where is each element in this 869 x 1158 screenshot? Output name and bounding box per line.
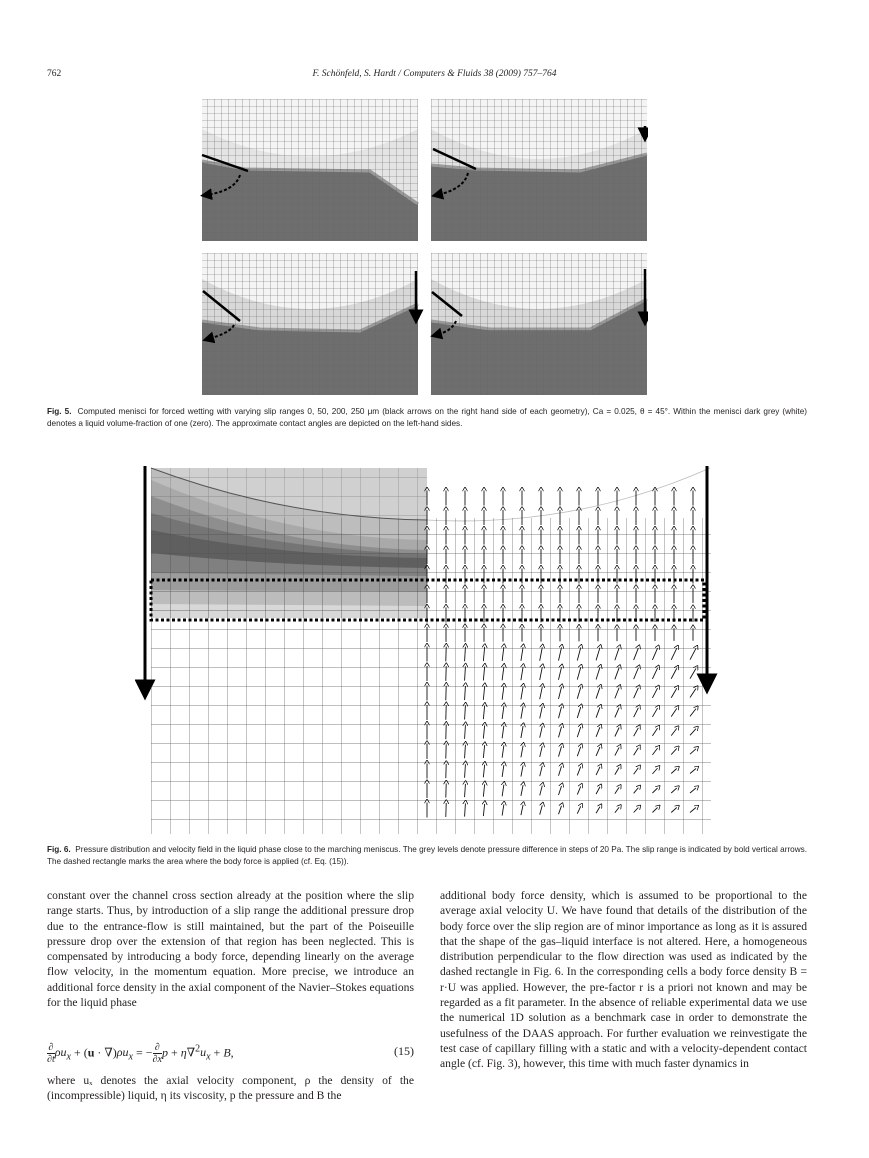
fig5-panel-2	[431, 99, 647, 241]
figure-6-label: Fig. 6.	[47, 845, 71, 854]
page-number: 762	[47, 69, 62, 79]
figure-6-field	[135, 458, 720, 834]
figure-5-label: Fig. 5.	[47, 407, 72, 416]
figure-6-caption	[47, 844, 807, 867]
figure-5-caption	[47, 406, 807, 429]
equation-15-body: $\frac{\partial}{\partial t}$ $\rho u_x + (u \cdot \nabla)\rho u_x$ = − $\frac{\partial}{\partial x}$ $p + \eta\nabla^2u_x + B$,	[47, 1042, 234, 1065]
right-column	[440, 888, 807, 1072]
equation-15	[47, 1038, 414, 1068]
running-head: F. Schönfeld, S. Hardt / Computers & Fluids 38 (2009) 757–764	[312, 69, 557, 79]
fig5-panel-3	[202, 253, 418, 395]
left-column-continued	[47, 1073, 414, 1104]
fig5-panel-1	[202, 99, 418, 241]
figure-5-caption-text: Computed menisci for forced wetting with varying slip ranges 0, 50, 200, 250 μm (black arrows on the right hand side of each geometry), Ca = 0.025, θ = 45°. Within the menisci dark grey (white) denotes a liquid volume-fraction of one (zero). The approximate contact angles are depicted on the left-hand sides.	[47, 407, 807, 428]
left-paragraph-1: constant over the channel cross section already at the position where the slip range starts. Thus, by introduction of a slip range the additional pressure drop due to the entrance-flow is still maintained, but the part of the Poiseuille pressure drop over the extension of that region has been neglected. This is compensated by introducing a body force, depending linearly on the average flow velocity, in the momentum equation. More precise, we introduce an additional force density in the axial component of the Navier–Stokes equations for the liquid phase	[47, 889, 414, 1010]
fig5-panel-4	[431, 253, 647, 395]
left-column	[47, 888, 414, 1010]
figure-6-caption-text: Pressure distribution and velocity field in the liquid phase close to the marching meniscus. The grey levels denote pressure difference in steps of 20 Pa. The slip range is indicated by bold vertical arrows. The dashed rectangle marks the area where the body force is applied (cf. Eq. (15)).	[47, 845, 808, 866]
left-paragraph-2: where uₓ denotes the axial velocity component, ρ the density of the (incompressible) liquid, η its viscosity, p the pressure and B the	[47, 1074, 414, 1103]
right-paragraph: additional body force density, which is assumed to be proportional to the average axial velocity U. We have found that details of the distribution of the body force over the slip region are of minor importance as long as it is assured that the shape of the gas–liquid interface is not altered. Here, a homogeneous distribution perpendicular to the flow direction was used as indicated by the dashed rectangle in Fig. 6. In the corresponding cells a body force density B = r·U was applied. However, the pre-factor r is a priori not known and may be regarded as a fit parameter. In the absence of reliable experimental data we use the numerical 1D solution as a benchmark case in order to demonstrate the usefulness of the DAAS approach. For further evaluation we reinvestigate the test case of capillary filling with a static and with a velocity-dependent contact angle (cf. Fig. 3), however, this time with much faster dynamics in	[440, 889, 807, 1071]
figure-5-panels	[200, 99, 648, 395]
equation-number: (15)	[394, 1044, 414, 1058]
